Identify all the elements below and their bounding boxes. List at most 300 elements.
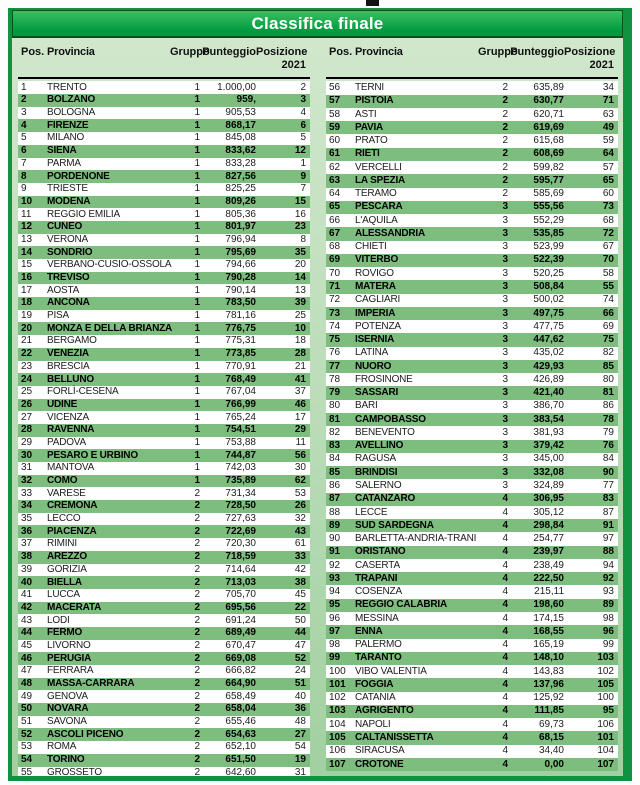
cell-pos: 68 <box>329 241 341 253</box>
cell-punteggio: 713,03 <box>225 576 256 588</box>
cell-provincia: POTENZA <box>355 320 401 332</box>
cell-provincia: COMO <box>47 475 78 487</box>
cell-gruppo: 2 <box>194 513 200 525</box>
cell-posizione: 30 <box>294 462 306 474</box>
cell-provincia: VERBANO-CUSIO-OSSOLA <box>47 259 172 271</box>
cell-punteggio: 630,77 <box>533 95 564 107</box>
cell-pos: 102 <box>329 692 346 704</box>
ranking-panel <box>8 8 632 781</box>
cell-punteggio: 379,42 <box>533 440 564 452</box>
cell-gruppo: 1 <box>194 436 200 448</box>
cell-provincia: BIELLA <box>47 576 82 588</box>
cell-gruppo: 2 <box>194 538 200 550</box>
table-row <box>326 386 618 399</box>
cell-provincia: PESARO E URBINO <box>47 449 138 461</box>
cell-gruppo: 2 <box>194 627 200 639</box>
cell-provincia: RAGUSA <box>355 453 397 465</box>
cell-gruppo: 2 <box>194 741 200 753</box>
table-row <box>18 272 310 285</box>
cell-pos: 76 <box>329 347 341 359</box>
cell-provincia: TREVISO <box>47 272 90 284</box>
table-row <box>18 183 310 196</box>
cell-punteggio: 386,70 <box>533 400 564 412</box>
cell-gruppo: 1 <box>194 360 200 372</box>
cell-provincia: MASSA-CARRARA <box>47 678 135 690</box>
table-row <box>18 602 310 615</box>
cell-pos: 33 <box>21 487 33 499</box>
table-row <box>18 640 310 653</box>
cell-posizione: 103 <box>597 652 614 664</box>
cell-pos: 73 <box>329 307 341 319</box>
cell-pos: 74 <box>329 320 341 332</box>
cell-provincia: LODI <box>47 614 70 626</box>
cell-posizione: 77 <box>602 479 614 491</box>
cell-posizione: 48 <box>294 716 306 728</box>
cell-posizione: 52 <box>294 652 306 664</box>
cell-punteggio: 727,63 <box>225 513 256 525</box>
cell-posizione: 85 <box>602 360 614 372</box>
cell-posizione: 93 <box>602 586 614 598</box>
cell-provincia: RAVENNA <box>47 424 95 436</box>
cell-punteggio: 620,71 <box>533 108 564 120</box>
cell-pos: 79 <box>329 387 341 399</box>
cell-gruppo: 3 <box>502 201 508 213</box>
cell-gruppo: 2 <box>194 766 200 776</box>
cell-gruppo: 2 <box>194 601 200 613</box>
cell-pos: 4 <box>21 119 27 131</box>
cell-punteggio: 168,55 <box>533 625 564 637</box>
cell-provincia: AREZZO <box>47 551 87 563</box>
cell-punteggio: 658,49 <box>225 690 256 702</box>
cell-posizione: 95 <box>602 705 614 717</box>
cell-posizione: 24 <box>294 665 306 677</box>
cell-punteggio: 222,50 <box>533 572 564 584</box>
table-row <box>18 754 310 767</box>
cell-pos: 103 <box>329 705 346 717</box>
cell-gruppo: 2 <box>194 576 200 588</box>
table-row <box>18 767 310 777</box>
cell-punteggio: 669,08 <box>225 652 256 664</box>
cell-posizione: 11 <box>295 436 306 448</box>
table-row <box>326 227 618 240</box>
cell-gruppo: 1 <box>194 449 200 461</box>
table-row <box>18 690 310 703</box>
table-row <box>18 399 310 412</box>
cell-pos: 9 <box>21 183 27 195</box>
cell-provincia: CROTONE <box>355 758 404 770</box>
cell-provincia: MANTOVA <box>47 462 95 474</box>
cell-punteggio: 381,93 <box>533 426 564 438</box>
cell-punteggio: 34,40 <box>538 745 564 757</box>
cell-posizione: 7 <box>300 183 306 195</box>
cell-posizione: 104 <box>597 745 614 757</box>
cell-provincia: SONDRIO <box>47 246 93 258</box>
cell-gruppo: 4 <box>502 572 508 584</box>
cell-posizione: 75 <box>602 334 614 346</box>
cell-posizione: 68 <box>602 214 614 226</box>
cell-punteggio: 691,24 <box>225 614 256 626</box>
table-row <box>18 335 310 348</box>
cell-pos: 19 <box>21 310 33 322</box>
header-posizione-line1: Posizione <box>564 46 616 58</box>
cell-provincia: MACERATA <box>47 601 102 613</box>
cell-provincia: BRINDISI <box>355 466 398 478</box>
cell-punteggio: 735,89 <box>225 475 256 487</box>
table-row <box>326 532 618 545</box>
table-row <box>18 614 310 627</box>
cell-punteggio: 111,85 <box>534 705 564 717</box>
cell-posizione: 76 <box>602 440 614 452</box>
cell-provincia: BARLETTA-ANDRIA-TRANI <box>355 533 477 545</box>
cell-posizione: 15 <box>294 195 306 207</box>
cell-provincia: ALESSANDRIA <box>355 227 426 239</box>
cell-pos: 43 <box>21 614 33 626</box>
table-row <box>18 310 310 323</box>
cell-provincia: ORISTANO <box>355 546 406 558</box>
cell-pos: 24 <box>21 373 33 385</box>
cell-pos: 29 <box>21 436 33 448</box>
cell-pos: 82 <box>329 426 341 438</box>
cell-posizione: 35 <box>294 246 306 258</box>
cell-pos: 105 <box>329 732 346 744</box>
table-row <box>18 589 310 602</box>
cell-punteggio: 742,03 <box>225 462 256 474</box>
cell-pos: 48 <box>21 678 33 690</box>
cell-pos: 10 <box>21 195 33 207</box>
table-row <box>326 254 618 267</box>
table-row <box>18 361 310 374</box>
cell-posizione: 19 <box>294 754 306 766</box>
cell-posizione: 67 <box>602 241 614 253</box>
cell-pos: 71 <box>329 280 341 292</box>
cell-pos: 42 <box>21 601 33 613</box>
table-row <box>326 731 618 744</box>
cell-gruppo: 2 <box>194 614 200 626</box>
cell-punteggio: 254,77 <box>533 533 564 545</box>
cell-punteggio: 595,77 <box>533 174 564 186</box>
cell-pos: 107 <box>329 758 346 770</box>
cell-punteggio: 796,94 <box>225 233 256 245</box>
cell-pos: 84 <box>329 453 341 465</box>
cell-pos: 20 <box>21 322 33 334</box>
cell-posizione: 84 <box>602 453 614 465</box>
cell-posizione: 59 <box>602 135 614 147</box>
cell-punteggio: 768,49 <box>225 373 256 385</box>
cell-pos: 70 <box>329 267 341 279</box>
cell-punteggio: 655,46 <box>225 716 256 728</box>
cell-posizione: 37 <box>294 386 306 398</box>
cell-pos: 60 <box>329 135 341 147</box>
cell-posizione: 65 <box>602 174 614 186</box>
cell-pos: 16 <box>21 272 33 284</box>
cell-gruppo: 4 <box>502 559 508 571</box>
table-row <box>18 551 310 564</box>
cell-punteggio: 664,90 <box>225 678 256 690</box>
cell-gruppo: 4 <box>502 586 508 598</box>
table-row <box>326 585 618 598</box>
cell-posizione: 70 <box>602 254 614 266</box>
table-row <box>326 519 618 532</box>
cell-provincia: PESCARA <box>355 201 403 213</box>
table-row <box>326 307 618 320</box>
cell-pos: 44 <box>21 627 33 639</box>
table-row <box>18 424 310 437</box>
cell-pos: 17 <box>21 284 33 296</box>
cell-posizione: 107 <box>597 758 614 770</box>
table-row <box>18 576 310 589</box>
table-row <box>326 333 618 346</box>
cell-gruppo: 1 <box>194 475 200 487</box>
cell-provincia: LECCE <box>355 506 388 518</box>
cell-gruppo: 2 <box>194 563 200 575</box>
table-row <box>18 665 310 678</box>
cell-pos: 61 <box>329 148 341 160</box>
table-row <box>326 612 618 625</box>
table-row <box>18 132 310 145</box>
cell-pos: 93 <box>329 572 341 584</box>
cell-posizione: 49 <box>602 121 614 133</box>
cell-pos: 59 <box>329 121 341 133</box>
cell-posizione: 64 <box>602 148 614 160</box>
cell-punteggio: 125,92 <box>533 692 564 704</box>
cell-provincia: CALTANISSETTA <box>355 732 434 744</box>
cell-gruppo: 4 <box>502 519 508 531</box>
left-table <box>18 44 310 776</box>
table-row <box>18 373 310 386</box>
cell-gruppo: 3 <box>502 440 508 452</box>
cell-provincia: REGGIO CALABRIA <box>355 599 448 611</box>
cell-provincia: ROVIGO <box>355 267 394 279</box>
table-row <box>326 320 618 333</box>
cell-provincia: BERGAMO <box>47 335 97 347</box>
cell-provincia: L'AQUILA <box>355 214 398 226</box>
table-row <box>326 201 618 214</box>
header-punteggio: Punteggio <box>510 46 564 58</box>
cell-pos: 53 <box>21 741 33 753</box>
cell-posizione: 36 <box>294 703 306 715</box>
table-row <box>326 188 618 201</box>
cell-punteggio: 790,14 <box>225 284 256 296</box>
cell-gruppo: 1 <box>194 297 200 309</box>
cell-gruppo: 2 <box>502 188 508 200</box>
cell-punteggio: 718,59 <box>225 551 256 563</box>
table-row <box>18 500 310 513</box>
cell-provincia: VENEZIA <box>47 348 89 360</box>
table-row <box>18 716 310 729</box>
cell-pos: 89 <box>329 519 341 531</box>
table-row <box>18 221 310 234</box>
cell-pos: 52 <box>21 728 33 740</box>
header-posizione-line2: 2021 <box>589 59 614 72</box>
cell-punteggio: 500,02 <box>533 294 564 306</box>
cell-punteggio: 775,31 <box>225 335 256 347</box>
cell-gruppo: 4 <box>502 705 508 717</box>
cell-gruppo: 1 <box>194 94 200 106</box>
cell-posizione: 87 <box>602 506 614 518</box>
cell-gruppo: 4 <box>502 758 508 770</box>
cell-gruppo: 3 <box>502 294 508 306</box>
table-row <box>18 437 310 450</box>
cell-gruppo: 4 <box>502 639 508 651</box>
cell-punteggio: 722,69 <box>225 525 256 537</box>
table-row <box>18 145 310 158</box>
cell-punteggio: 429,93 <box>533 360 564 372</box>
cell-punteggio: 435,02 <box>533 347 564 359</box>
cell-posizione: 46 <box>294 398 306 410</box>
cell-posizione: 89 <box>602 599 614 611</box>
cell-pos: 63 <box>329 174 341 186</box>
cell-posizione: 83 <box>602 493 614 505</box>
cell-punteggio: 783,50 <box>225 297 256 309</box>
table-row <box>326 95 618 108</box>
cell-posizione: 4 <box>300 107 306 119</box>
cell-gruppo: 2 <box>194 589 200 601</box>
cell-pos: 92 <box>329 559 341 571</box>
cell-posizione: 90 <box>602 466 614 478</box>
cell-posizione: 60 <box>602 188 614 200</box>
table-row <box>18 538 310 551</box>
cell-posizione: 18 <box>294 335 306 347</box>
cell-gruppo: 2 <box>194 639 200 651</box>
cell-punteggio: 776,75 <box>225 322 256 334</box>
cell-pos: 5 <box>21 132 27 144</box>
cell-punteggio: 652,10 <box>225 741 256 753</box>
cell-pos: 94 <box>329 586 341 598</box>
cell-punteggio: 825,25 <box>225 183 256 195</box>
cell-posizione: 3 <box>300 94 306 106</box>
cell-provincia: AGRIGENTO <box>355 705 414 717</box>
cell-provincia: VIBO VALENTIA <box>355 665 427 677</box>
table-row <box>326 121 618 134</box>
cell-provincia: BENEVENTO <box>355 426 415 438</box>
cell-pos: 46 <box>21 652 33 664</box>
cell-posizione: 42 <box>294 563 306 575</box>
cell-gruppo: 2 <box>502 148 508 160</box>
cell-punteggio: 714,64 <box>225 563 256 575</box>
cell-provincia: PRATO <box>355 135 388 147</box>
cell-provincia: VARESE <box>47 487 86 499</box>
table-row <box>326 440 618 453</box>
cell-gruppo: 3 <box>502 400 508 412</box>
cell-provincia: CHIETI <box>355 241 387 253</box>
cell-provincia: ASCOLI PICENO <box>47 728 124 740</box>
cell-punteggio: 827,56 <box>225 170 256 182</box>
table-row <box>18 386 310 399</box>
cell-pos: 88 <box>329 506 341 518</box>
table-row <box>18 158 310 171</box>
cell-gruppo: 2 <box>194 703 200 715</box>
cell-punteggio: 523,99 <box>533 241 564 253</box>
cell-punteggio: 731,34 <box>225 487 256 499</box>
table-row <box>18 297 310 310</box>
cell-punteggio: 421,40 <box>533 387 564 399</box>
cell-gruppo: 3 <box>502 453 508 465</box>
cell-posizione: 57 <box>602 161 614 173</box>
cell-pos: 55 <box>21 766 33 776</box>
cell-posizione: 101 <box>597 732 614 744</box>
cell-pos: 57 <box>329 95 341 107</box>
cell-punteggio: 332,08 <box>533 466 564 478</box>
cell-punteggio: 535,85 <box>533 227 564 239</box>
cell-punteggio: 143,83 <box>533 665 564 677</box>
cell-punteggio: 426,89 <box>533 373 564 385</box>
cell-provincia: TORINO <box>47 754 85 766</box>
right-table <box>326 44 618 776</box>
cell-pos: 2 <box>21 94 27 106</box>
cell-gruppo: 1 <box>194 462 200 474</box>
cell-pos: 1 <box>21 81 27 93</box>
cell-provincia: MONZA E DELLA BRIANZA <box>47 322 173 334</box>
cell-gruppo: 3 <box>502 320 508 332</box>
cell-posizione: 96 <box>602 625 614 637</box>
table-header <box>18 44 310 79</box>
cell-provincia: BARI <box>355 400 378 412</box>
cell-pos: 100 <box>329 665 346 677</box>
cell-posizione: 23 <box>294 221 306 233</box>
cell-gruppo: 4 <box>502 652 508 664</box>
cell-gruppo: 4 <box>502 678 508 690</box>
cell-posizione: 38 <box>294 576 306 588</box>
cell-pos: 11 <box>21 208 32 220</box>
cell-punteggio: 794,66 <box>225 259 256 271</box>
ranking-panel-inner <box>12 10 623 776</box>
cell-provincia: LATINA <box>355 347 389 359</box>
cell-posizione: 99 <box>602 639 614 651</box>
header-posizione-2021 <box>564 46 618 72</box>
cell-punteggio: 790,28 <box>225 272 256 284</box>
cell-punteggio: 809,26 <box>225 195 256 207</box>
cell-provincia: PERUGIA <box>47 652 92 664</box>
cell-punteggio: 765,24 <box>225 411 256 423</box>
table-row <box>18 741 310 754</box>
cell-punteggio: 599,82 <box>533 161 564 173</box>
cell-gruppo: 3 <box>502 360 508 372</box>
cell-posizione: 55 <box>602 280 614 292</box>
cell-provincia: NAPOLI <box>355 718 391 730</box>
cell-gruppo: 2 <box>194 525 200 537</box>
cell-posizione: 69 <box>602 320 614 332</box>
cell-provincia: AOSTA <box>47 284 80 296</box>
table-row <box>18 348 310 361</box>
cell-punteggio: 635,89 <box>533 82 564 93</box>
cell-provincia: FERRARA <box>47 665 94 677</box>
cell-provincia: PIACENZA <box>47 525 97 537</box>
table-row <box>18 107 310 120</box>
cell-gruppo: 2 <box>194 678 200 690</box>
cell-gruppo: 3 <box>502 347 508 359</box>
cell-gruppo: 3 <box>502 387 508 399</box>
cell-gruppo: 2 <box>194 665 200 677</box>
cell-pos: 30 <box>21 449 33 461</box>
cell-pos: 67 <box>329 227 341 239</box>
cell-gruppo: 4 <box>502 625 508 637</box>
cell-pos: 23 <box>21 360 33 372</box>
table-row <box>18 170 310 183</box>
cell-gruppo: 4 <box>502 506 508 518</box>
table-row <box>326 453 618 466</box>
cell-punteggio: 608,69 <box>533 148 564 160</box>
cell-provincia: FROSINONE <box>355 373 413 385</box>
cell-punteggio: 137,96 <box>533 678 564 690</box>
cell-punteggio: 658,04 <box>225 703 256 715</box>
cell-posizione: 20 <box>294 259 306 271</box>
table-row <box>326 506 618 519</box>
table-row <box>326 108 618 121</box>
cell-provincia: CATANZARO <box>355 493 416 505</box>
cell-pos: 69 <box>329 254 341 266</box>
cell-provincia: TRENTO <box>47 81 87 93</box>
cell-provincia: ENNA <box>355 625 383 637</box>
